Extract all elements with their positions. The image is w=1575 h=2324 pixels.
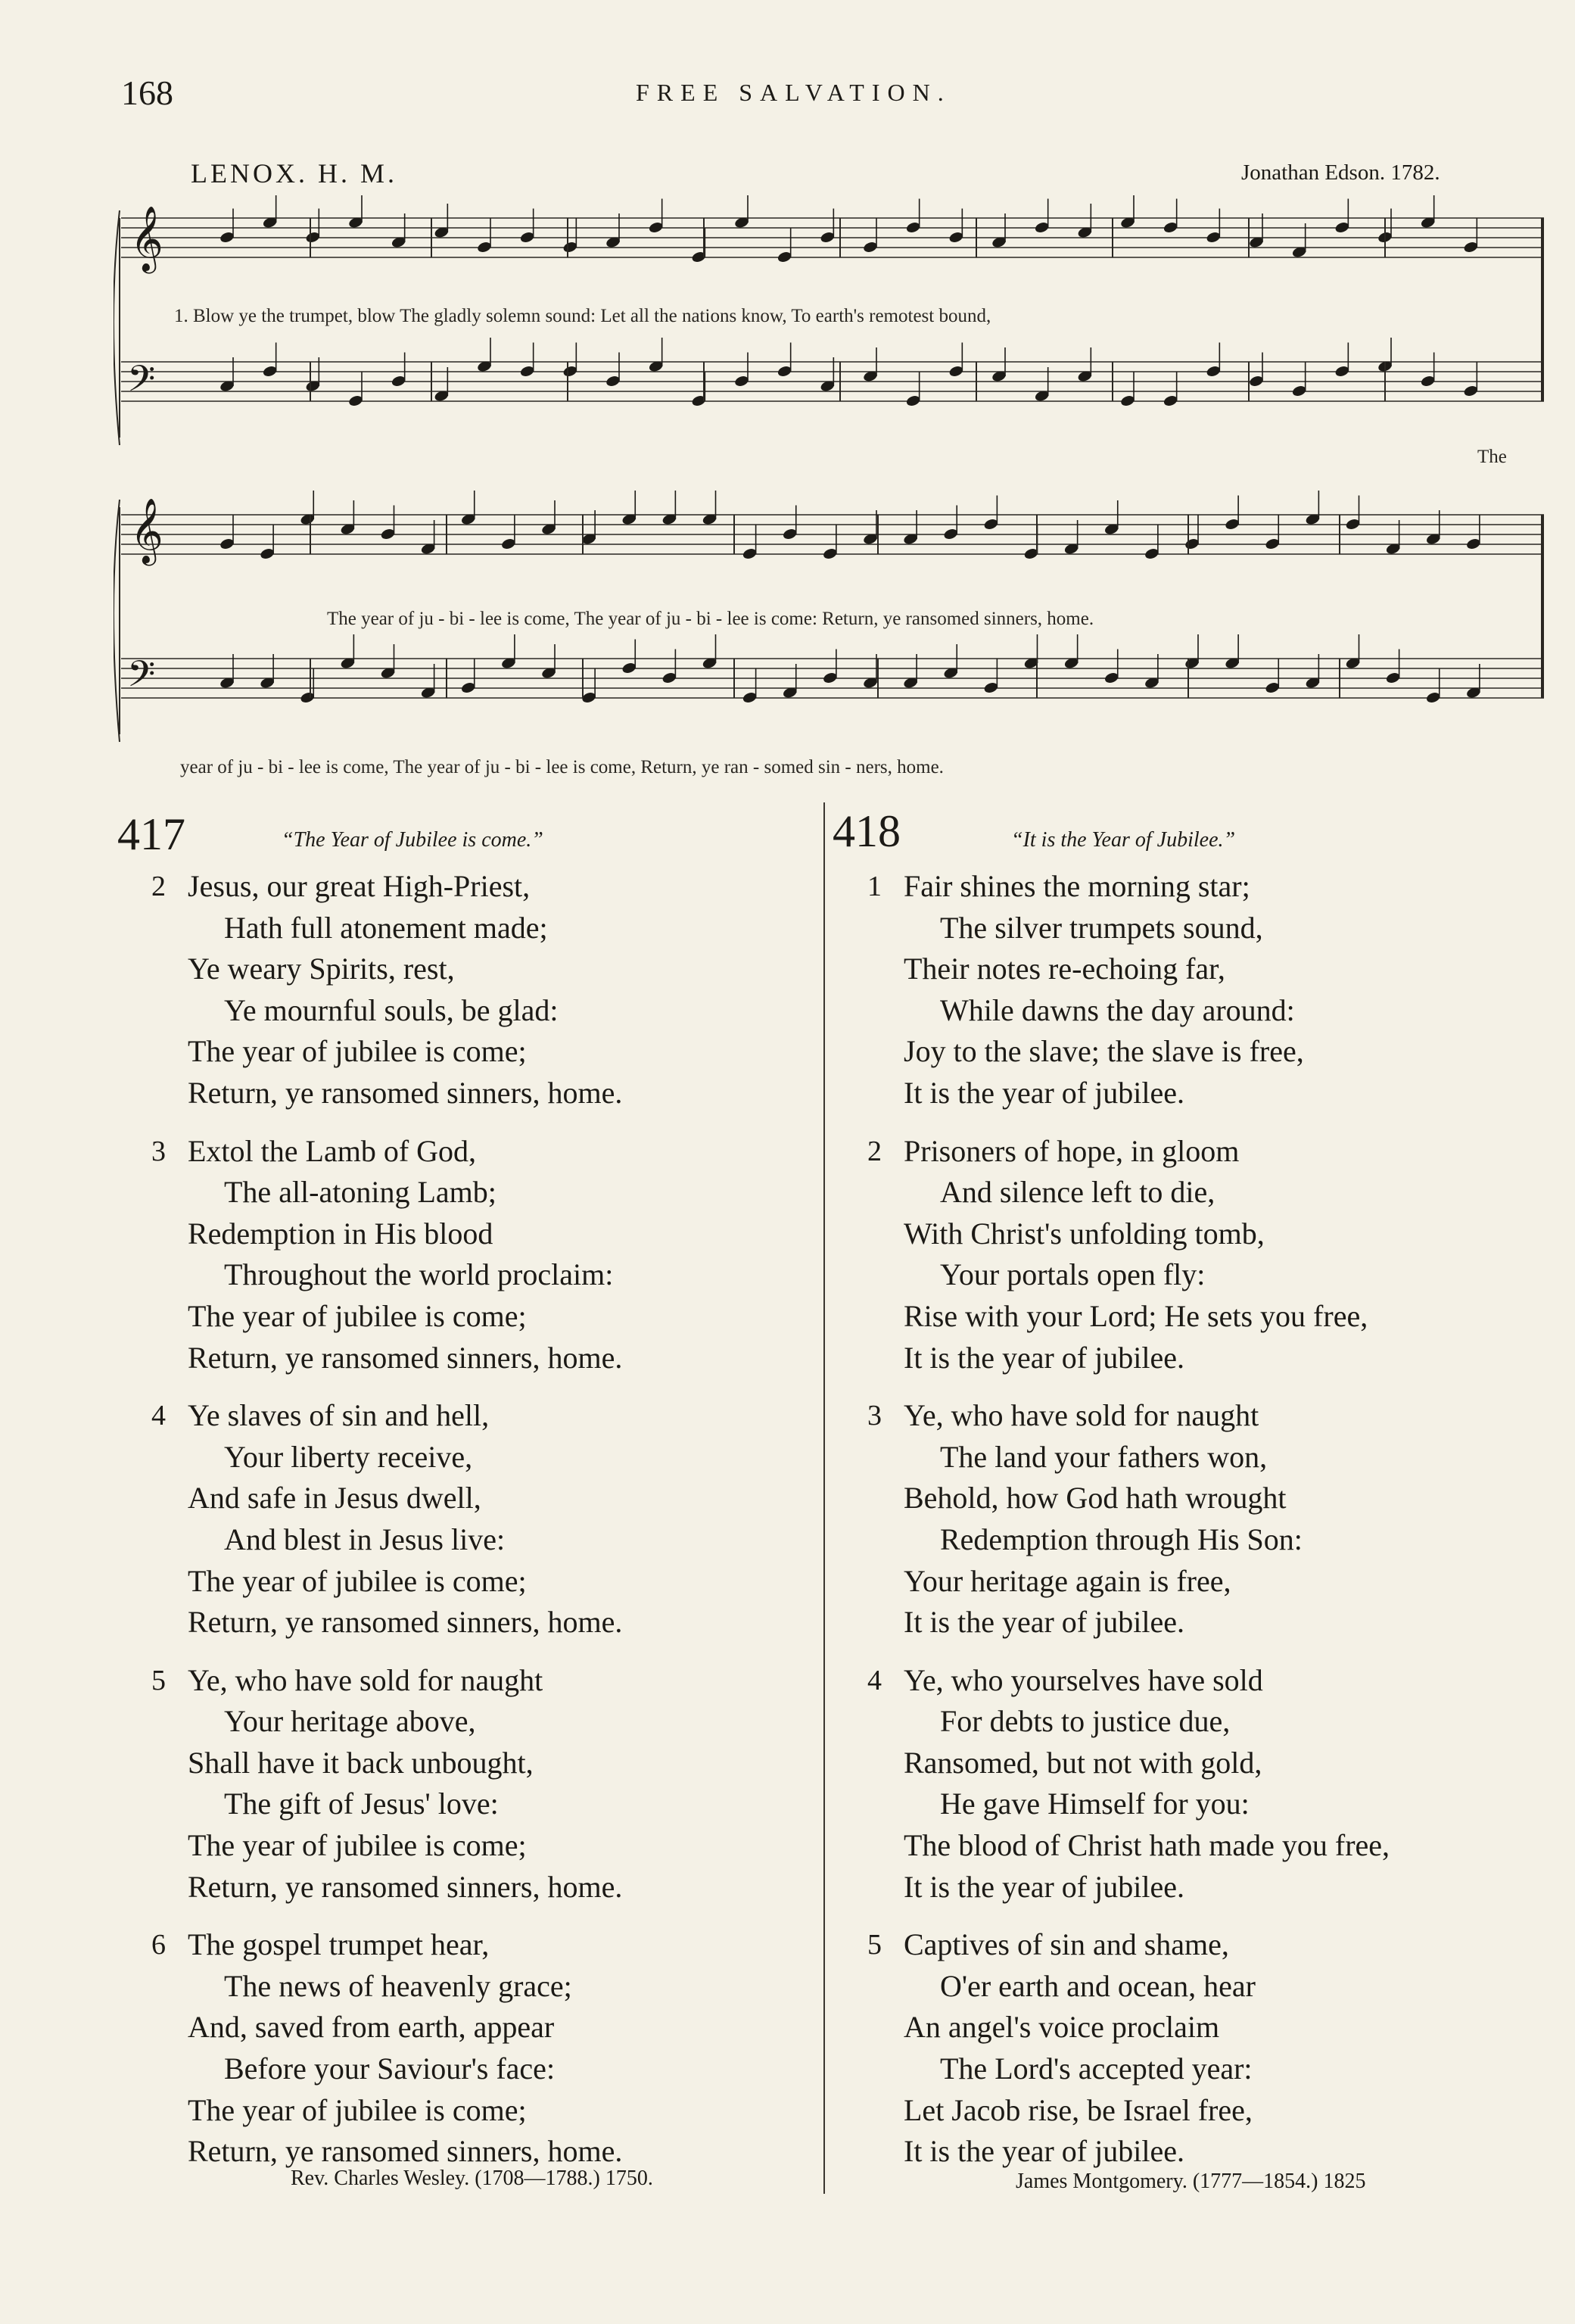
verse-line: Jesus, our great High-Priest, bbox=[188, 869, 531, 903]
verse-line: And, saved from earth, appear bbox=[188, 2010, 555, 2045]
verse-line: Return, ye ransomed sinners, home. bbox=[188, 1340, 623, 1375]
verse-line: Before your Saviour's face: bbox=[224, 2051, 556, 2086]
hymn-417-caption: “The Year of Jubilee is come.” bbox=[282, 828, 543, 852]
verse-line: Extol the Lamb of God, bbox=[188, 1133, 477, 1168]
lyric-the: The bbox=[1477, 447, 1507, 467]
verse-line: The Lord's accepted year: bbox=[940, 2051, 1253, 2086]
verse-line: Let Jacob rise, be Israel free, bbox=[904, 2092, 1253, 2127]
stanza-number: 1 bbox=[867, 871, 882, 902]
bass-clef-icon: 𝄢 bbox=[127, 357, 156, 409]
verse-line: It is the year of jubilee. bbox=[904, 1340, 1184, 1375]
verse-line: Your heritage again is free, bbox=[904, 1563, 1231, 1598]
lyric-line-1: 1. Blow ye the trumpet, blow The gladly solemn sound: Let all the nations know, To earth's remotest bound, bbox=[174, 306, 991, 326]
system-1-notation bbox=[114, 195, 1548, 483]
verse-line: The year of jubilee is come; bbox=[188, 1828, 527, 1863]
bass-clef-icon-2: 𝄢 bbox=[127, 653, 156, 704]
verse-line: The year of jubilee is come; bbox=[188, 1563, 527, 1598]
verse-line: Your heritage above, bbox=[224, 1704, 476, 1739]
verse-line: Ye slaves of sin and hell, bbox=[188, 1398, 490, 1433]
stanza-number: 3 bbox=[867, 1400, 882, 1432]
verse-line: Redemption through His Son: bbox=[940, 1522, 1303, 1556]
verse-line: He gave Himself for you: bbox=[940, 1787, 1250, 1821]
verse-line: Rise with your Lord; He sets you free, bbox=[904, 1298, 1368, 1333]
hymn-417-attribution: Rev. Charles Wesley. (1708—1788.) 1750. bbox=[291, 2167, 653, 2190]
verse-line: The year of jubilee is come; bbox=[188, 1298, 527, 1333]
verse-line: An angel's voice proclaim bbox=[904, 2010, 1220, 2045]
treble-clef-icon: 𝄞 bbox=[130, 206, 163, 271]
verse-line: Return, ye ransomed sinners, home. bbox=[188, 1075, 623, 1110]
stanza-number: 5 bbox=[867, 1929, 882, 1961]
stanza bbox=[151, 1660, 623, 1908]
verse-line: Your portals open fly: bbox=[940, 1257, 1206, 1292]
stanza bbox=[867, 1131, 1390, 1379]
verse-line: It is the year of jubilee. bbox=[904, 1075, 1184, 1110]
verse-line: It is the year of jubilee. bbox=[904, 1869, 1184, 1904]
verse-line: And silence left to die, bbox=[940, 1175, 1215, 1210]
verse-line: With Christ's unfolding tomb, bbox=[904, 1216, 1265, 1251]
hymn-418-number: 418 bbox=[833, 806, 901, 856]
verse-line: The year of jubilee is come; bbox=[188, 2092, 527, 2127]
verse-line: And safe in Jesus dwell, bbox=[188, 1481, 481, 1516]
stanza bbox=[867, 1660, 1390, 1908]
stanza bbox=[867, 1924, 1390, 2173]
stanza-number: 3 bbox=[151, 1135, 166, 1167]
hymn-417-stanzas bbox=[151, 866, 623, 2189]
verse-line: While dawns the day around: bbox=[940, 992, 1295, 1027]
verse-line: Return, ye ransomed sinners, home. bbox=[188, 2134, 623, 2169]
hymn-418-attribution: James Montgomery. (1777—1854.) 1825 bbox=[1016, 2170, 1366, 2193]
verse-line: Your liberty receive, bbox=[224, 1439, 473, 1474]
verse-line: It is the year of jubilee. bbox=[904, 2134, 1184, 2169]
verse-line: Fair shines the morning star; bbox=[904, 869, 1250, 903]
stanza bbox=[867, 1395, 1390, 1643]
lyric-line-2: The year of ju - bi - lee is come, The year of ju - bi - lee is come: Return, ye ransomed sinners, home. bbox=[327, 609, 1094, 629]
stanza bbox=[151, 1924, 623, 2173]
verse-line: The year of jubilee is come; bbox=[188, 1034, 527, 1069]
verse-line: For debts to justice due, bbox=[940, 1704, 1231, 1739]
verse-line: Joy to the slave; the slave is free, bbox=[904, 1034, 1304, 1069]
tune-name: LENOX. H. M. bbox=[191, 158, 397, 188]
music-system-2 bbox=[114, 484, 1548, 787]
hymn-418-caption: “It is the Year of Jubilee.” bbox=[1011, 828, 1236, 852]
stanza bbox=[151, 1131, 623, 1379]
running-head: FREE SALVATION. bbox=[636, 79, 951, 106]
verse-line: Their notes re-echoing far, bbox=[904, 952, 1225, 986]
stanza-number: 4 bbox=[151, 1400, 166, 1432]
verse-line: Behold, how God hath wrought bbox=[904, 1481, 1287, 1516]
stanza-number: 5 bbox=[151, 1664, 166, 1696]
verse-line: Return, ye ransomed sinners, home. bbox=[188, 1605, 623, 1640]
stanza bbox=[151, 866, 623, 1114]
verse-line: The news of heavenly grace; bbox=[224, 1968, 572, 2003]
verse-line: And blest in Jesus live: bbox=[224, 1522, 506, 1556]
hymn-418-stanzas bbox=[867, 866, 1390, 2189]
column-divider bbox=[823, 802, 825, 2194]
verse-line: Throughout the world proclaim: bbox=[224, 1257, 614, 1292]
verse-line: Ye, who have sold for naught bbox=[904, 1398, 1259, 1433]
stanza-number: 2 bbox=[151, 871, 166, 902]
verse-line: The land your fathers won, bbox=[940, 1439, 1268, 1474]
verse-line: Ye, who have sold for naught bbox=[188, 1662, 543, 1697]
verse-line: It is the year of jubilee. bbox=[904, 1605, 1184, 1640]
verse-line: O'er earth and ocean, hear bbox=[940, 1968, 1256, 2003]
stanza bbox=[151, 1395, 623, 1643]
verse-line: The all-atoning Lamb; bbox=[224, 1175, 496, 1210]
stanza-number: 4 bbox=[867, 1664, 882, 1696]
verse-line: The gift of Jesus' love: bbox=[224, 1787, 499, 1821]
verse-line: The blood of Christ hath made you free, bbox=[904, 1828, 1390, 1863]
verse-line: Hath full atonement made; bbox=[224, 910, 548, 945]
verse-line: Redemption in His blood bbox=[188, 1216, 493, 1251]
composer: Jonathan Edson. 1782. bbox=[1241, 160, 1440, 185]
verse-line: Captives of sin and shame, bbox=[904, 1927, 1229, 1962]
page-number: 168 bbox=[121, 73, 173, 112]
verse-line: Ye, who yourselves have sold bbox=[904, 1662, 1263, 1697]
lyric-line-3: year of ju - bi - lee is come, The year of ju - bi - lee is come, Return, ye ran - somed sin - ners, home. bbox=[180, 757, 944, 777]
verse-line: Shall have it back unbought, bbox=[188, 1745, 534, 1780]
stanza bbox=[867, 866, 1390, 1114]
stanza-number: 6 bbox=[151, 1929, 166, 1961]
verse-line: The silver trumpets sound, bbox=[940, 910, 1263, 945]
treble-clef-icon-2: 𝄞 bbox=[130, 498, 163, 563]
verse-line: Prisoners of hope, in gloom bbox=[904, 1133, 1240, 1168]
verse-line: Ransomed, but not with gold, bbox=[904, 1745, 1262, 1780]
verse-line: Ye weary Spirits, rest, bbox=[188, 952, 455, 986]
verse-line: The gospel trumpet hear, bbox=[188, 1927, 490, 1962]
verse-line: Ye mournful souls, be glad: bbox=[224, 992, 559, 1027]
hymn-417-number: 417 bbox=[117, 809, 185, 859]
verse-line: Return, ye ransomed sinners, home. bbox=[188, 1869, 623, 1904]
music-system-1 bbox=[114, 195, 1548, 483]
stanza-number: 2 bbox=[867, 1135, 882, 1167]
